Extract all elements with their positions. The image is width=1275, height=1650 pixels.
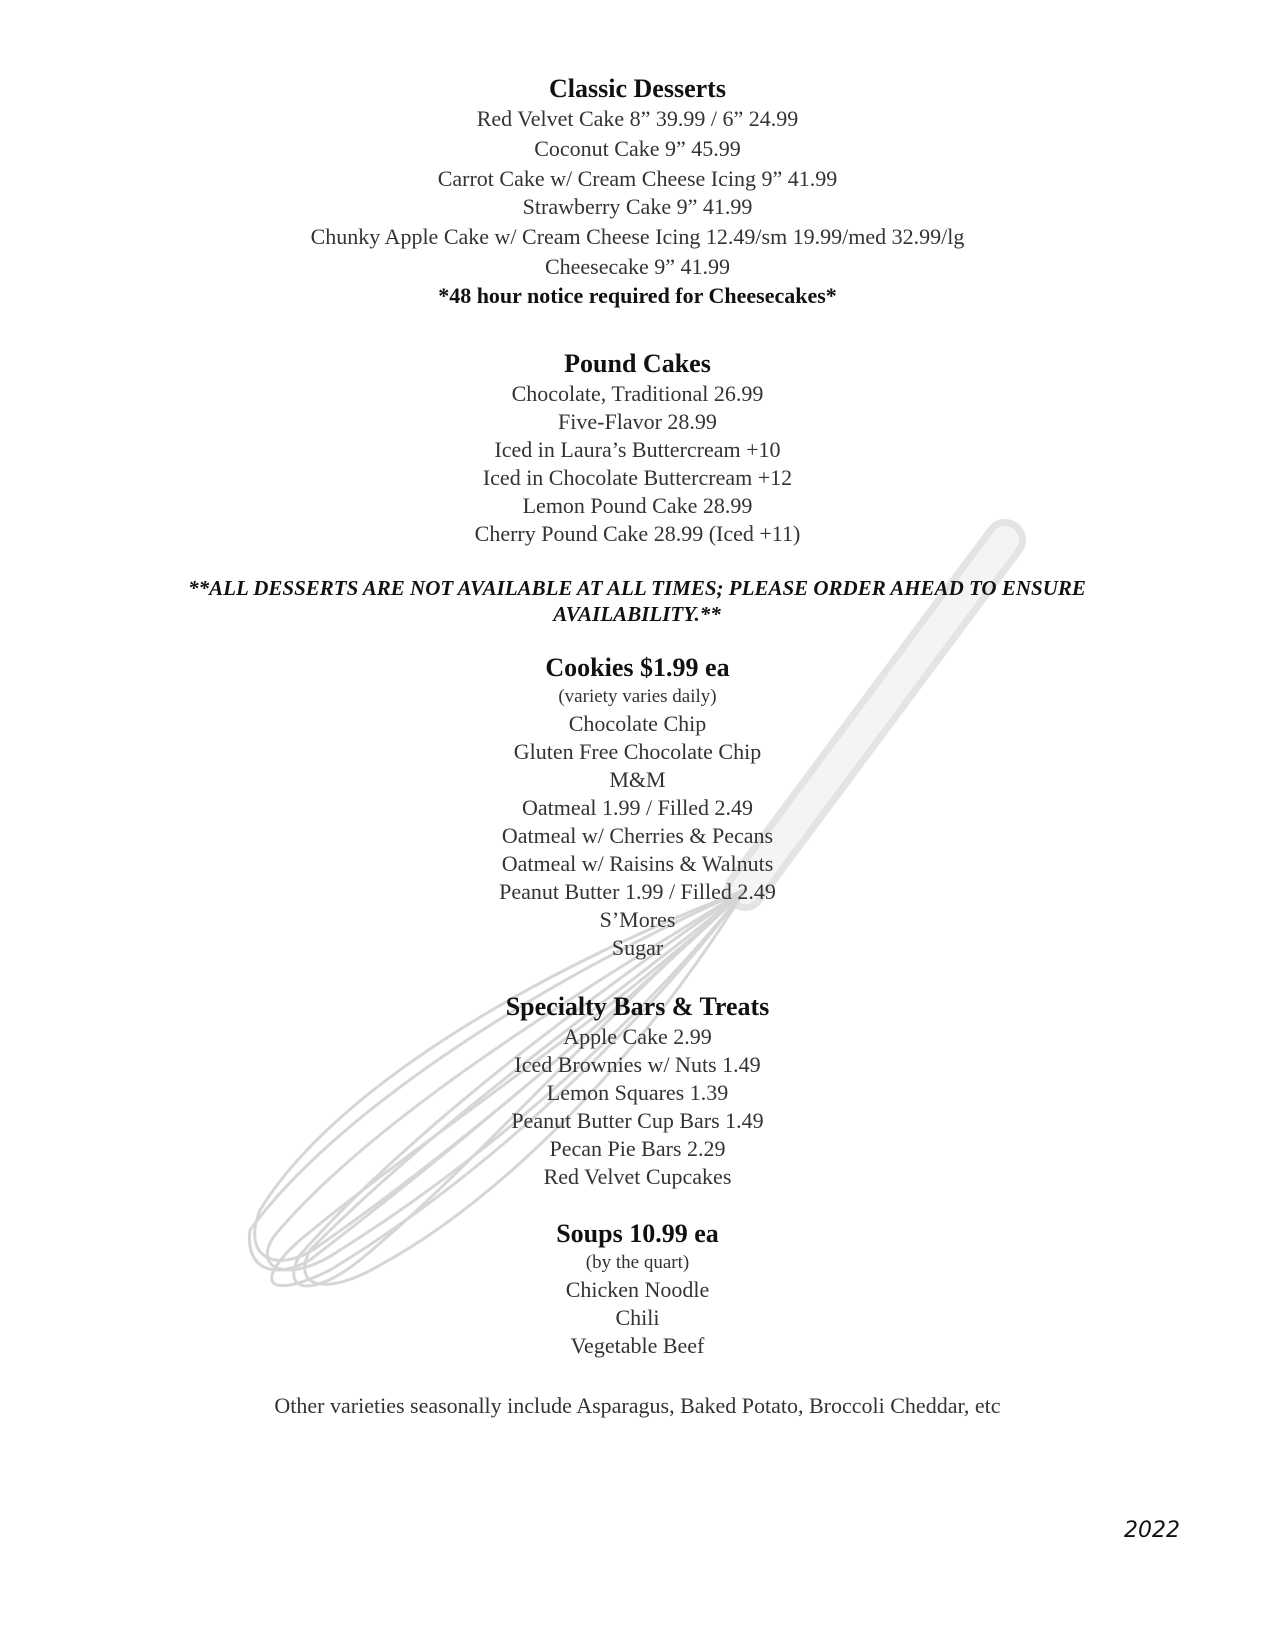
list-item: Cheesecake 9” 41.99: [544, 254, 731, 279]
specialty-bars-section: [0, 991, 1275, 1191]
list-item: Oatmeal 1.99 / Filled 2.49: [522, 795, 753, 820]
cookies-section: [0, 652, 1275, 962]
list-item: S’Mores: [599, 907, 676, 932]
seasonal-note: Other varieties seasonally include Asparagus, Baked Potato, Broccoli Cheddar, etc: [274, 1393, 1001, 1418]
list-item: Oatmeal w/ Raisins & Walnuts: [501, 851, 774, 876]
list-item: Iced in Chocolate Buttercream +12: [482, 465, 793, 490]
section-subtitle: (by the quart): [585, 1252, 690, 1273]
list-item: Strawberry Cake 9” 41.99: [522, 194, 753, 219]
pound-cakes-section: [0, 348, 1275, 548]
section-title: Cookies $1.99 ea: [545, 653, 730, 682]
list-item: Chocolate, Traditional 26.99: [511, 381, 764, 406]
list-item: Apple Cake 2.99: [563, 1024, 712, 1049]
list-item: Lemon Pound Cake 28.99: [522, 493, 753, 518]
list-item: Cherry Pound Cake 28.99 (Iced +11): [474, 521, 801, 546]
list-item: Chunky Apple Cake w/ Cream Cheese Icing 12.49/sm 19.99/med 32.99/lg: [310, 224, 965, 249]
list-item: Lemon Squares 1.39: [546, 1080, 729, 1105]
list-item: Iced Brownies w/ Nuts 1.49: [514, 1052, 761, 1077]
list-item: Red Velvet Cupcakes: [543, 1164, 732, 1189]
list-item: Gluten Free Chocolate Chip: [513, 739, 762, 764]
list-item: Chicken Noodle: [565, 1277, 710, 1302]
list-item: Iced in Laura’s Buttercream +10: [494, 437, 781, 462]
list-item: Sugar: [611, 935, 664, 960]
list-item: M&M: [609, 767, 666, 792]
list-item: Pecan Pie Bars 2.29: [549, 1136, 726, 1161]
section-title: Classic Desserts: [549, 74, 726, 103]
list-item: Oatmeal w/ Cherries & Pecans: [501, 823, 774, 848]
list-item: Peanut Butter 1.99 / Filled 2.49: [499, 879, 776, 904]
list-item: Vegetable Beef: [570, 1333, 705, 1358]
list-item: Coconut Cake 9” 45.99: [534, 136, 741, 161]
section-title: Soups 10.99 ea: [556, 1219, 719, 1248]
list-item: Red Velvet Cake 8” 39.99 / 6” 24.99: [476, 106, 799, 131]
section-subtitle: (variety varies daily): [558, 686, 717, 707]
list-item: Peanut Butter Cup Bars 1.49: [511, 1108, 764, 1133]
list-item: Chocolate Chip: [568, 711, 707, 736]
cheesecake-notice: *48 hour notice required for Cheesecakes*: [438, 283, 837, 308]
classic-desserts-section: [0, 73, 1275, 311]
availability-warning: **ALL DESSERTS ARE NOT AVAILABLE AT ALL TIMES; PLEASE ORDER AHEAD TO ENSURE AVAILABILITY.**: [188, 576, 1086, 626]
list-item: Chili: [615, 1305, 660, 1330]
list-item: Five-Flavor 28.99: [558, 409, 717, 434]
soups-section: [0, 1218, 1275, 1360]
section-title: Pound Cakes: [564, 349, 711, 378]
list-item: Carrot Cake w/ Cream Cheese Icing 9” 41.99: [437, 166, 838, 191]
section-title: Specialty Bars & Treats: [505, 992, 770, 1021]
year-label: 2022: [1124, 1518, 1180, 1543]
